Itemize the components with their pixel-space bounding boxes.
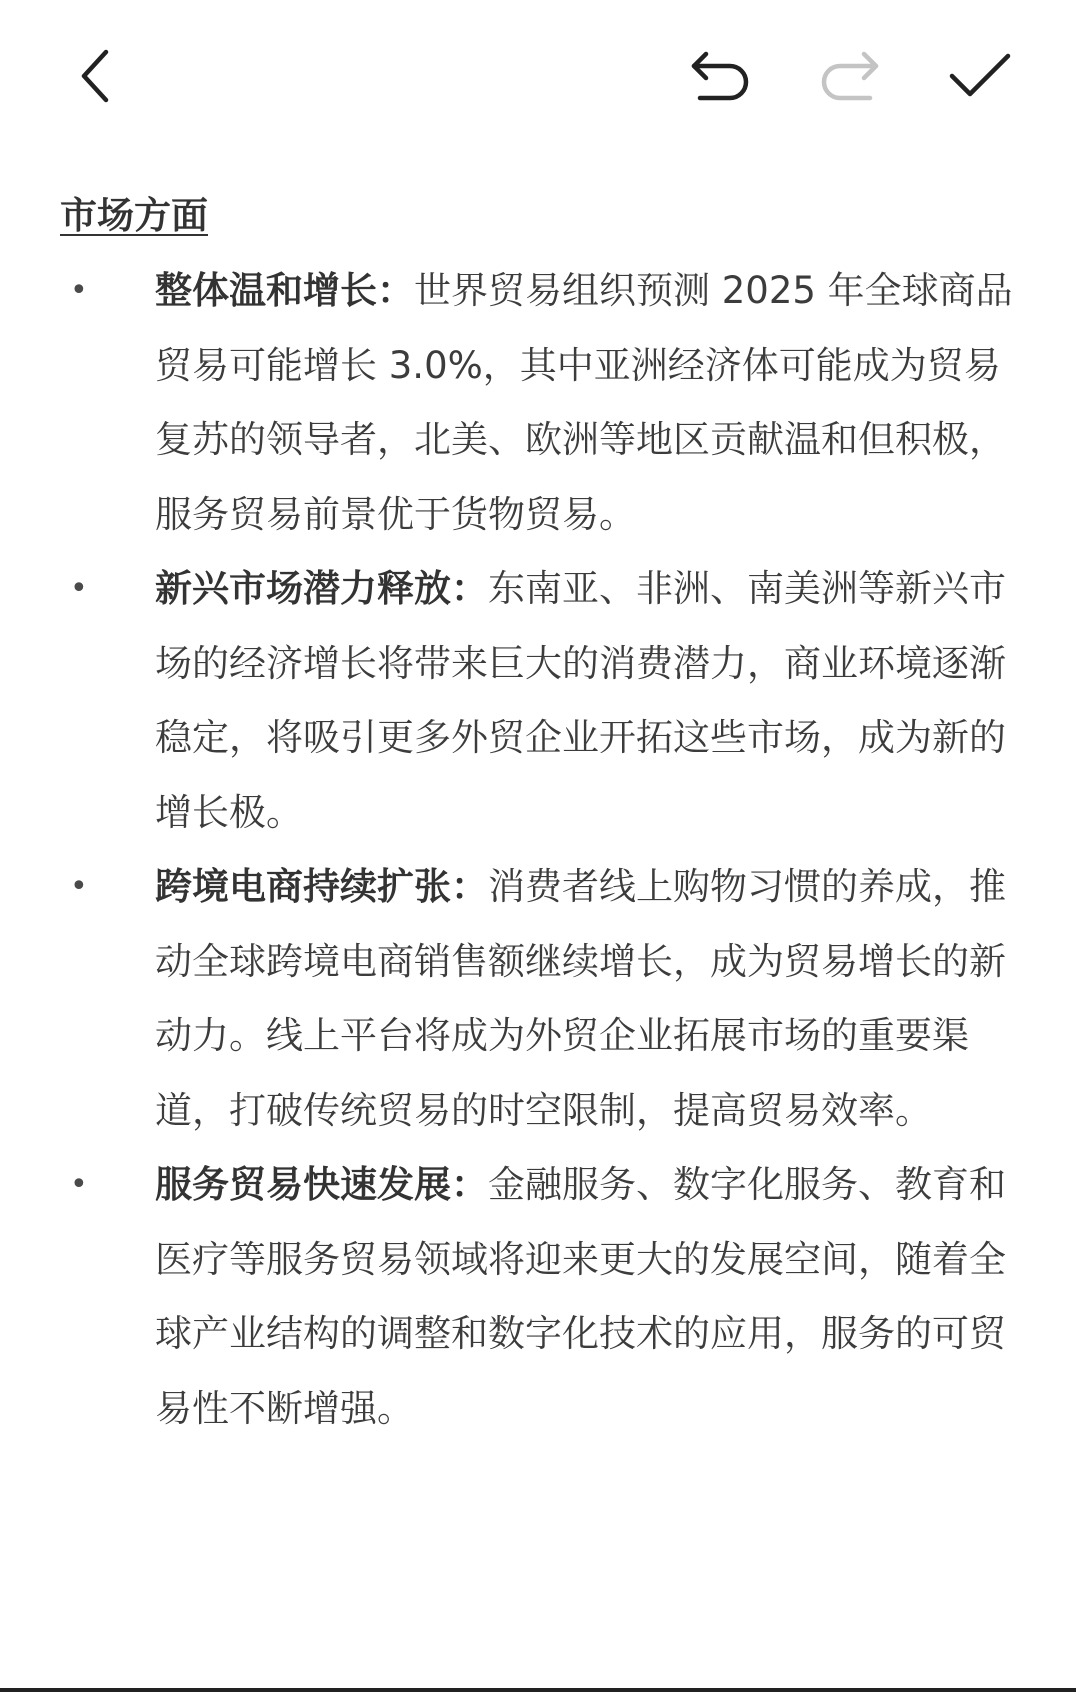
item-body: 东南亚、非洲、南美洲等新兴市场的经济增长将带来巨大的消费潜力，商业环境逐渐稳定，将吸引更多外贸企业开拓这些市场，成为新的增长极。 bbox=[155, 567, 1006, 834]
item-title: 整体温和增长： bbox=[155, 269, 414, 312]
bullet-marker: • bbox=[70, 1167, 88, 1202]
section-heading: 市场方面 bbox=[60, 194, 208, 237]
bullet-marker: • bbox=[70, 869, 88, 904]
undo-button[interactable] bbox=[680, 36, 760, 116]
item-body: 金融服务、数字化服务、教育和医疗等服务贸易领域将迎来更大的发展空间，随着全球产业结构的调整和数字化技术的应用，服务的可贸易性不断增强。 bbox=[155, 1163, 1006, 1430]
undo-arrow-icon bbox=[688, 48, 752, 104]
redo-button[interactable] bbox=[810, 36, 890, 116]
item-title: 新兴市场潜力释放： bbox=[155, 567, 488, 610]
done-button[interactable] bbox=[940, 36, 1020, 116]
item-body: 消费者线上购物习惯的养成，推动全球跨境电商销售额继续增长，成为贸易增长的新动力。线上平台将成为外贸企业拓展市场的重要渠道，打破传统贸易的时空限制，提高贸易效率。 bbox=[155, 865, 1006, 1132]
list-item bbox=[60, 1148, 1020, 1446]
redo-arrow-icon bbox=[818, 48, 882, 104]
item-body: 世界贸易组织预测 2025 年全球商品贸易可能增长 3.0%，其中亚洲经济体可能成为贸易复苏的领导者，北美、欧洲等地区贡献温和但积极，服务贸易前景优于货物贸易。 bbox=[155, 269, 1013, 536]
item-title: 服务贸易快速发展： bbox=[155, 1163, 488, 1206]
document-body[interactable] bbox=[60, 190, 1020, 1446]
checkmark-icon bbox=[948, 50, 1012, 102]
bullet-marker: • bbox=[70, 273, 88, 308]
list-item bbox=[60, 552, 1020, 850]
bullet-marker: • bbox=[70, 571, 88, 606]
list-item bbox=[60, 254, 1020, 552]
editor-toolbar bbox=[0, 0, 1076, 150]
bottom-divider bbox=[0, 1688, 1076, 1692]
back-button[interactable] bbox=[56, 36, 136, 116]
chevron-left-icon bbox=[76, 46, 116, 106]
item-title: 跨境电商持续扩张： bbox=[155, 865, 488, 908]
list-item bbox=[60, 850, 1020, 1148]
bullet-list bbox=[60, 254, 1020, 1446]
